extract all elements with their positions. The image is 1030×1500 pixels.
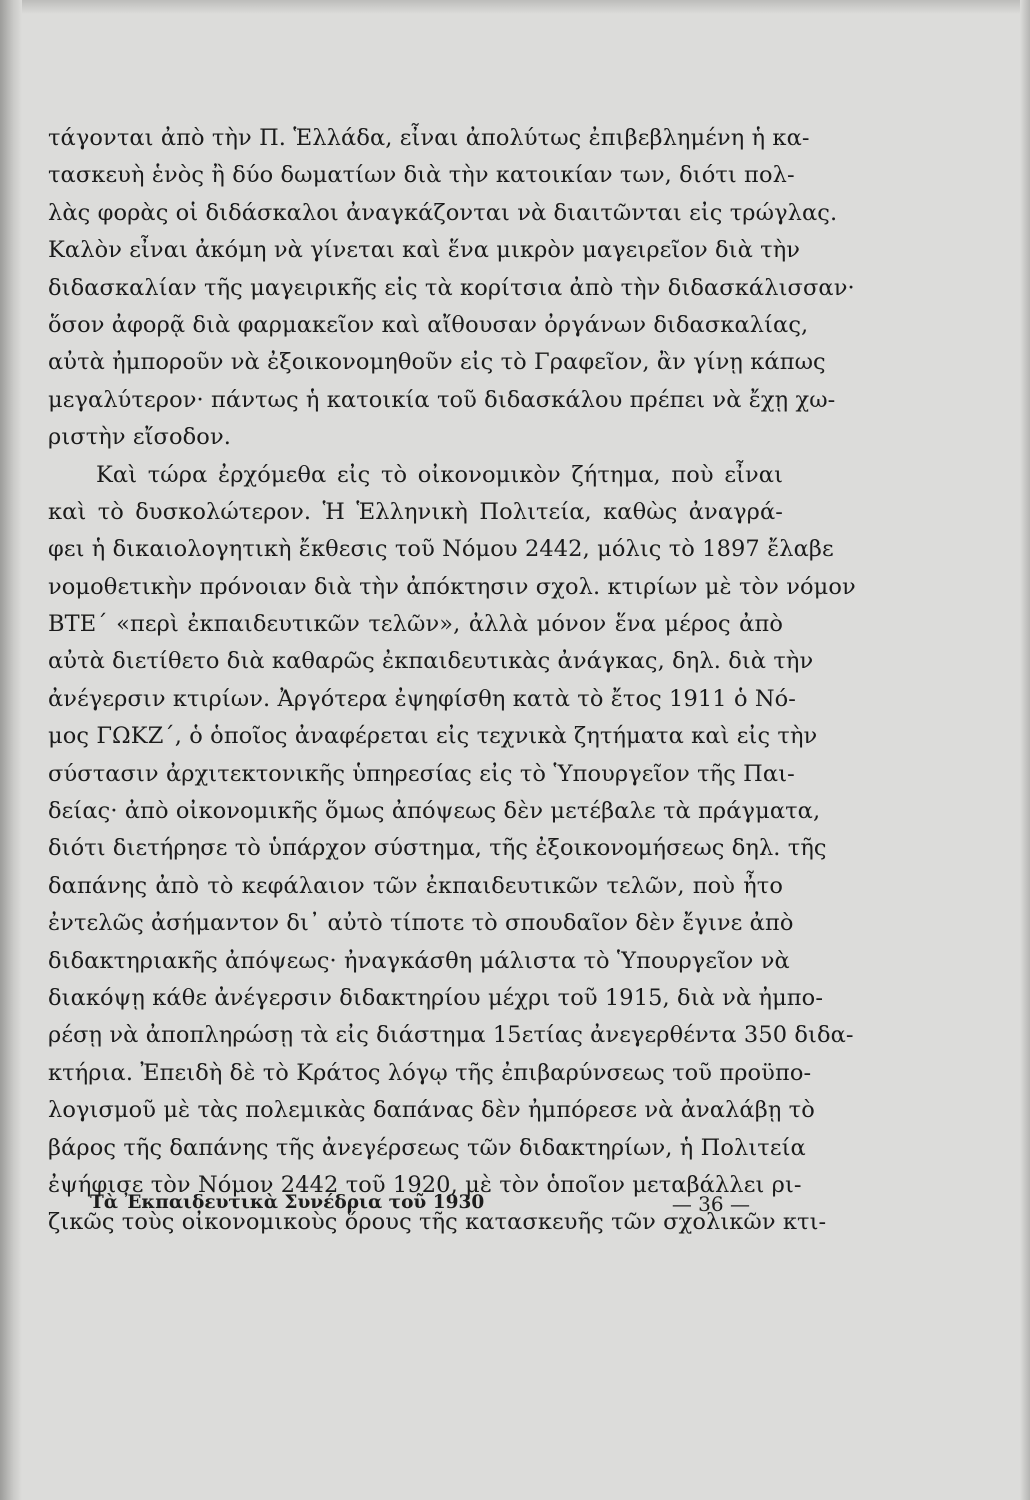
text-line: λογισμοῦ μὲ τὰς πολεμικὰς δαπάνας δὲν ἠμπόρεσε νὰ ἀναλάβῃ τὸ [48,1097,815,1124]
text-line: βάρος τῆς δαπάνης τῆς ἀνεγέρσεως τῶν διδακτηρίων, ἡ Πολιτεία [48,1134,806,1161]
text-line: ΒΤΕ΄ «περὶ ἐκπαιδευτικῶν τελῶν», ἀλλὰ μόνον ἕνα μέρος ἀπὸ [48,611,783,638]
text-line: φει ἡ δικαιολογητικὴ ἔκθεσις τοῦ Νόμου 2442, μόλις τὸ 1897 ἔλαβε [48,536,834,563]
text-line: διότι διετήρησε τὸ ὑπάρχον σύστημα, τῆς ἐξοικονομήσεως δηλ. τῆς [48,835,827,862]
text-line: δείας· ἀπὸ οἰκονομικῆς ὅμως ἀπόψεως δὲν μετέβαλε τὰ πράγματα, [48,798,821,825]
text-line: ἐψήφισε τὸν Νόμον 2442 τοῦ 1920, μὲ τὸν ὁποῖον μεταβάλλει ρι- [48,1171,802,1198]
text-line: αὐτὰ διετίθετο διὰ καθαρῶς ἐκπαιδευτικὰς ἀνάγκας, δηλ. διὰ τὴν [48,648,814,675]
text-line: κτήρια. Ἐπειδὴ δὲ τὸ Κράτος λόγῳ τῆς ἐπιβαρύνσεως τοῦ προϋπο- [48,1059,812,1086]
text-line: σύστασιν ἀρχιτεκτονικῆς ὑπηρεσίας εἰς τὸ Ὑπουργεῖον τῆς Παι- [48,760,795,787]
text-line: Καλὸν εἶναι ἀκόμη νὰ γίνεται καὶ ἕνα μικρὸν μαγειρεῖον διὰ τὴν [48,237,801,264]
text-line: ὅσον ἀφορᾷ διὰ φαρμακεῖον καὶ αἴθουσαν ὀργάνων διδασκαλίας, [48,311,809,338]
text-line: μεγαλύτερον· πάντως ἡ κατοικία τοῦ διδασκάλου πρέπει νὰ ἔχῃ χω- [48,386,836,413]
text-line: ρέσῃ νὰ ἀποπληρώσῃ τὰ εἰς διάστημα 15ετίας ἀνεγερθέντα 350 διδα- [48,1022,854,1049]
text-line: διακόψῃ κάθε ἀνέγερσιν διδακτηρίου μέχρι τοῦ 1915, διὰ νὰ ἠμπο- [48,984,824,1011]
text-line: νομοθετικὴν πρόνοιαν διὰ τὴν ἀπόκτησιν σχολ. κτιρίων μὲ τὸν νόμον [48,573,856,600]
text-line: ἐντελῶς ἀσήμαντον δι᾽ αὐτὸ τίποτε τὸ σπουδαῖον δὲν ἔγινε ἀπὸ [48,910,794,937]
text-line: καὶ τὸ δυσκολώτερον. Ἡ Ἑλληνικὴ Πολιτεία, καθὼς ἀναγρά- [48,498,783,525]
scan-edge-top [0,0,1030,14]
text-line: τάγονται ἀπὸ τὴν Π. Ἑλλάδα, εἶναι ἀπολύτως ἐπιβεβλημένη ἡ κα- [48,125,810,151]
text-line: τασκευὴ ἑνὸς ἢ δύο δωματίων διὰ τὴν κατοικίαν των, διότι πολ- [48,162,795,189]
scan-edge-right [1020,0,1030,1500]
body-text [48,120,856,1242]
footer-title: Τὰ Ἐκπαιδευτικὰ Συνέδρια τοῦ 1930 [90,1192,485,1213]
text-line: διδασκαλίαν τῆς μαγειρικῆς εἰς τὰ κορίτσια ἀπὸ τὴν διδασκάλισσαν· [48,274,855,301]
scan-edge-left [0,0,22,1500]
text-line: αὐτὰ ἠμποροῦν νὰ ἐξοικονομηθοῦν εἰς τὸ Γραφεῖον, ἂν γίνῃ κάπως [48,349,826,376]
text-line: ριστὴν εἴσοδον. [48,424,231,451]
page-number: — 36 — [671,1192,750,1216]
text-line: ἀνέγερσιν κτιρίων. Ἀργότερα ἐψηφίσθη κατὰ τὸ ἔτος 1911 ὁ Νό- [48,685,797,712]
text-line: δαπάνης ἀπὸ τὸ κεφάλαιον τῶν ἐκπαιδευτικῶν τελῶν, ποὺ ἦτο [48,872,783,899]
paragraph-start-line: Καὶ τώρα ἐρχόμεθα εἰς τὸ οἰκονομικὸν ζήτημα, ποὺ εἶναι [96,461,783,488]
text-line: διδακτηριακῆς ἀπόψεως· ἠναγκάσθη μάλιστα τὸ Ὑπουργεῖον νὰ [48,947,790,974]
page-footer [90,1184,750,1224]
text-line: λὰς φορὰς οἱ διδάσκαλοι ἀναγκάζονται νὰ διαιτῶνται εἰς τρώγλας. [48,199,838,226]
text-line: ζικῶς τοὺς οἰκονομικοὺς ὅρους τῆς κατασκευῆς τῶν σχολικῶν κτι- [48,1209,827,1236]
text-line: μος ΓΩΚΖ΄, ὁ ὁποῖος ἀναφέρεται εἰς τεχνικὰ ζητήματα καὶ εἰς τὴν [48,723,818,750]
